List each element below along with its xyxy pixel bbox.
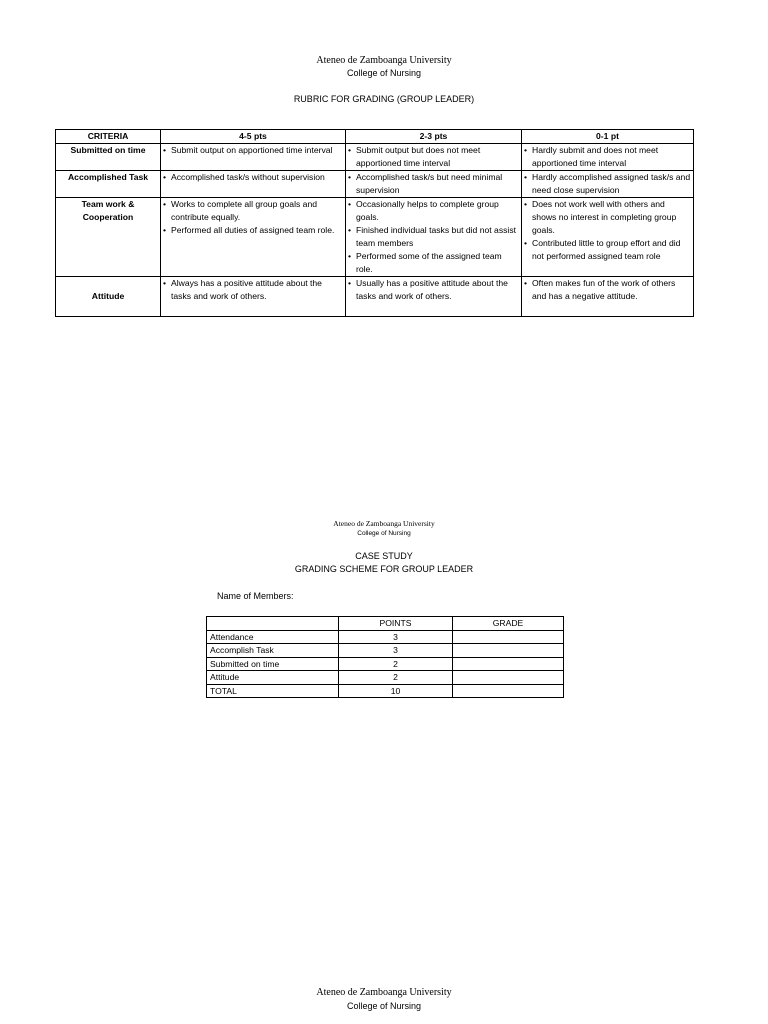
descriptor-cell <box>346 144 522 171</box>
total-points-cell: 10 <box>339 684 453 698</box>
grade-cell[interactable] <box>453 671 564 685</box>
list-item: • Submit output on apportioned time interval <box>163 145 333 155</box>
bullet-icon: • <box>163 172 167 182</box>
grading-scheme-title: GRADING SCHEME FOR GROUP LEADER <box>294 564 474 574</box>
descriptor-cell <box>522 277 694 317</box>
university-name: Ateneo de Zamboanga University <box>333 519 435 528</box>
list-item: • Performed some of the assigned team role. <box>348 251 502 274</box>
table-row <box>207 671 564 685</box>
list-item: • Hardly accomplished assigned task/s and need close supervision <box>524 172 691 195</box>
descriptor-cell <box>161 198 346 277</box>
item-label: Submitted on time <box>207 657 339 671</box>
table-row <box>56 144 694 171</box>
case-study-title: CASE STUDY <box>355 551 413 561</box>
points-cell: 3 <box>339 644 453 658</box>
bullet-icon: • <box>524 145 528 155</box>
rubric-header-row <box>56 130 694 144</box>
item-label: Accomplish Task <box>207 644 339 658</box>
item-label: Attendance <box>207 630 339 644</box>
list-item: • Often makes fun of the work of others and has a negative attitude. <box>524 278 676 301</box>
table-row <box>56 277 694 317</box>
bullet-icon: • <box>348 172 352 182</box>
list-item: • Submit output but does not meet apportioned time interval <box>348 145 481 168</box>
bullet-icon: • <box>348 251 352 261</box>
list-item: • Always has a positive attitude about the tasks and work of others. <box>163 278 322 301</box>
descriptor-cell <box>161 171 346 198</box>
total-label: TOTAL <box>207 684 339 698</box>
column-header-2-3-pts: 2-3 pts <box>346 130 522 144</box>
list-item: • Hardly submit and does not meet apportioned time interval <box>524 145 659 168</box>
bullet-icon: • <box>524 199 528 209</box>
college-name: College of Nursing <box>346 68 422 78</box>
college-name: College of Nursing <box>357 530 411 537</box>
column-header-grade: GRADE <box>453 617 564 631</box>
grade-cell[interactable] <box>453 644 564 658</box>
descriptor-cell <box>161 144 346 171</box>
bullet-icon: • <box>524 172 528 182</box>
criteria-cell: Submitted on time <box>56 144 161 171</box>
table-row-total <box>207 684 564 698</box>
college-name: College of Nursing <box>346 1001 422 1011</box>
criteria-cell: Attitude <box>56 277 161 317</box>
university-name: Ateneo de Zamboanga University <box>316 987 452 998</box>
column-header-0-1-pt: 0-1 pt <box>522 130 694 144</box>
descriptor-cell <box>346 198 522 277</box>
table-row <box>207 644 564 658</box>
bullet-icon: • <box>163 145 167 155</box>
descriptor-cell <box>346 171 522 198</box>
item-label: Attitude <box>207 671 339 685</box>
points-cell: 2 <box>339 671 453 685</box>
list-item: • Does not work well with others and shows no interest in completing group goals. <box>524 199 677 235</box>
grading-header-row <box>207 617 564 631</box>
criteria-cell: Team work & Cooperation <box>56 198 161 277</box>
criteria-cell: Accomplished Task <box>56 171 161 198</box>
descriptor-cell <box>346 277 522 317</box>
column-header-points: POINTS <box>339 617 453 631</box>
list-item: • Finished individual tasks but did not assist team members <box>348 225 517 248</box>
bullet-icon: • <box>163 199 167 209</box>
points-cell: 3 <box>339 630 453 644</box>
list-item: • Contributed little to group effort and did not performed assigned team role <box>524 238 681 261</box>
column-header-item <box>207 617 339 631</box>
grade-cell[interactable] <box>453 657 564 671</box>
bullet-icon: • <box>524 238 528 248</box>
descriptor-cell <box>161 277 346 317</box>
table-row <box>56 198 694 277</box>
rubric-table <box>55 129 694 317</box>
bullet-icon: • <box>524 278 528 288</box>
list-item: • Usually has a positive attitude about the tasks and work of others. <box>348 278 508 301</box>
grading-table <box>206 616 564 698</box>
table-row <box>207 630 564 644</box>
points-cell: 2 <box>339 657 453 671</box>
bullet-icon: • <box>348 145 352 155</box>
column-header-criteria: CRITERIA <box>56 130 161 144</box>
list-item: • Accomplished task/s without supervision <box>163 172 325 182</box>
descriptor-cell <box>522 171 694 198</box>
table-row <box>56 171 694 198</box>
bullet-icon: • <box>348 199 352 209</box>
university-name: Ateneo de Zamboanga University <box>316 55 452 66</box>
column-header-4-5-pts: 4-5 pts <box>161 130 346 144</box>
list-item: • Accomplished task/s but need minimal supervision <box>348 172 503 195</box>
members-label: Name of Members: <box>217 591 294 601</box>
descriptor-cell <box>522 144 694 171</box>
rubric-title: RUBRIC FOR GRADING (GROUP LEADER) <box>293 94 475 104</box>
bullet-icon: • <box>163 225 167 235</box>
bullet-icon: • <box>163 278 167 288</box>
table-row <box>207 657 564 671</box>
total-grade-cell[interactable] <box>453 684 564 698</box>
descriptor-cell <box>522 198 694 277</box>
list-item: • Works to complete all group goals and contribute equally. <box>163 199 318 222</box>
bullet-icon: • <box>348 225 352 235</box>
grade-cell[interactable] <box>453 630 564 644</box>
list-item: • Performed all duties of assigned team role. <box>163 225 335 235</box>
bullet-icon: • <box>348 278 352 288</box>
list-item: • Occasionally helps to complete group goals. <box>348 199 499 222</box>
